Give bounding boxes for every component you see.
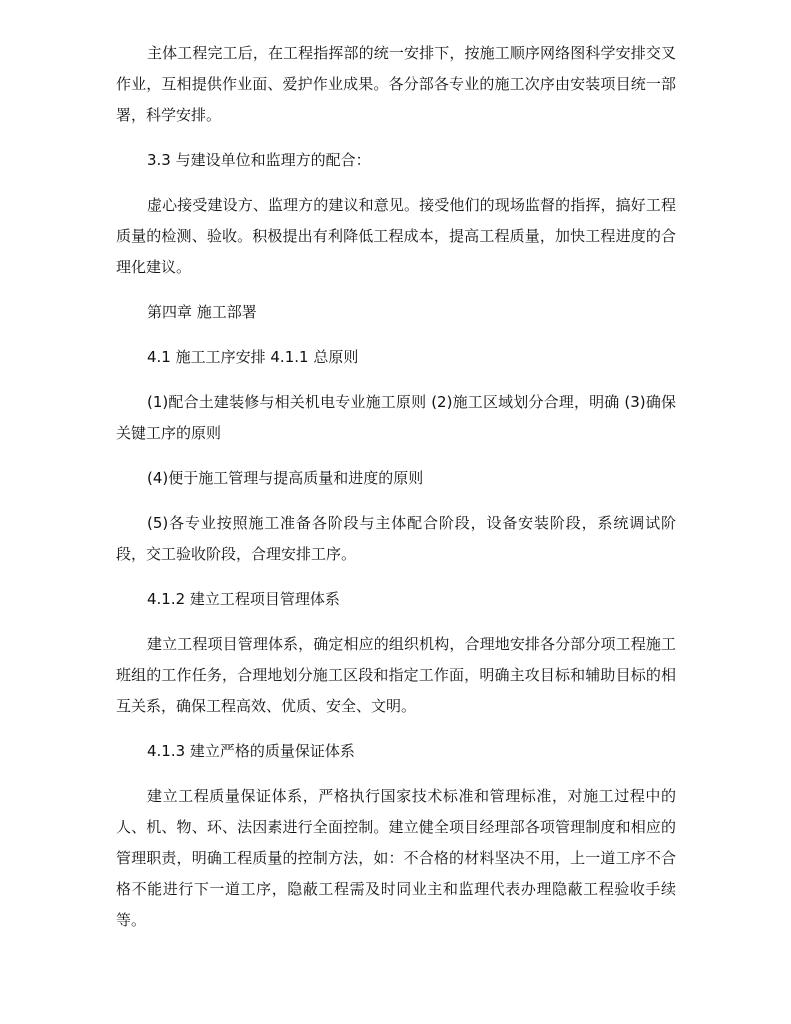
section-heading-4-1: 4.1 施工工序安排 4.1.1 总原则	[147, 348, 359, 366]
paragraph-quality-assurance-system: 建立工程质量保证体系，严格执行国家技术标准和管理标准，对施工过程中的人、机、物、环、法因素进行全面控制。建立健全项目经理部各项管理制度和相应的管理职责，明确工程质量的控制方法，如：不合格的材料坚决不用，上一道工序不合格不能进行下一道工序，隐蔽工程需及时同业主和监理代表办理隐蔽工程验收手续等。	[116, 787, 676, 929]
paragraph-principles-1-3: (1)配合土建装修与相关机电专业施工原则 (2)施工区域划分合理，明确 (3)确保关键工序的原则	[116, 393, 676, 442]
paragraph-principle-5: (5)各专业按照施工准备各阶段与主体配合阶段，设备安装阶段，系统调试阶段，交工验收阶段，合理安排工序。	[116, 514, 676, 563]
document-body	[116, 38, 676, 950]
paragraph-project-management-system: 建立工程项目管理体系，确定相应的组织机构，合理地安排各分部分项工程施工班组的工作任务，合理地划分施工区段和指定工作面，明确主攻目标和辅助目标的相互关系，确保工程高效、优质、安全、文明。	[116, 635, 676, 715]
section-heading-4-1-3: 4.1.3 建立严格的质量保证体系	[147, 742, 355, 760]
chapter-heading-4: 第四章 施工部署	[147, 303, 257, 321]
paragraph-accept-suggestions: 虚心接受建设方、监理方的建议和意见。接受他们的现场监督的指挥，搞好工程质量的检测、验收。积极提出有利降低工程成本，提高工程质量，加快工程进度的合理化建议。	[116, 196, 676, 276]
paragraph-principle-4: (4)便于施工管理与提高质量和进度的原则	[147, 469, 424, 487]
section-heading-3-3: 3.3 与建设单位和监理方的配合：	[147, 151, 371, 169]
section-heading-4-1-2: 4.1.2 建立工程项目管理体系	[147, 590, 340, 608]
paragraph-coordination-after-completion: 主体工程完工后，在工程指挥部的统一安排下，按施工顺序网络图科学安排交叉作业，互相提供作业面、爱护作业成果。各分部各专业的施工次序由安装项目统一部署，科学安排。	[116, 44, 676, 124]
